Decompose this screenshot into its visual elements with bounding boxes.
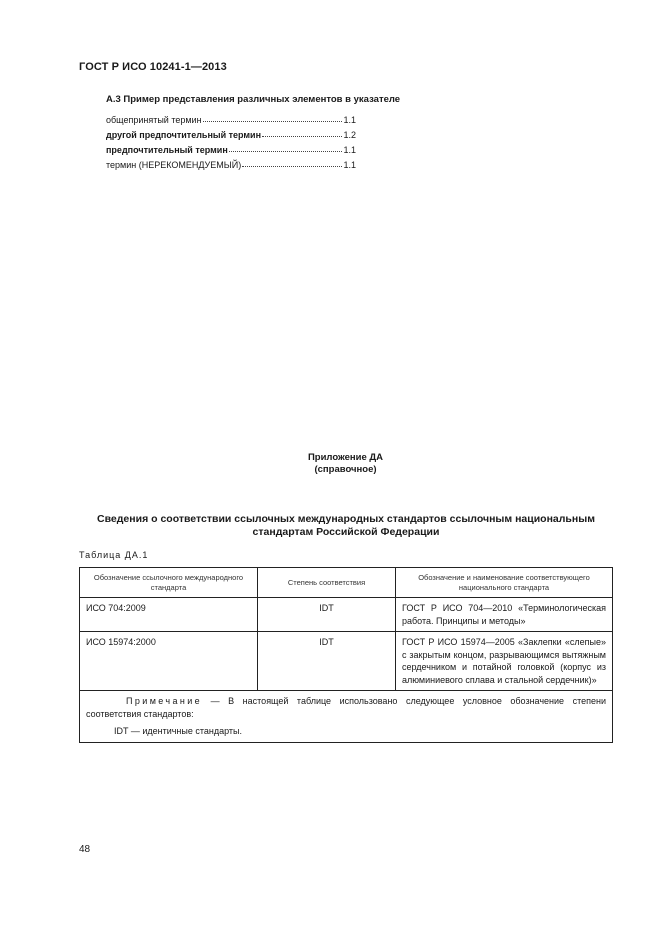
- standards-correspondence-table: [79, 567, 613, 743]
- table-row: [80, 598, 613, 632]
- index-entry: [106, 144, 356, 159]
- header-national-standard: Обозначение и наименование соответствующего национального стандарта: [396, 568, 613, 598]
- header-international-standard: Обозначение ссылочного международного стандарта: [80, 568, 258, 598]
- index-entry: [106, 159, 356, 174]
- annex-main-title: [79, 513, 613, 539]
- note-idt-definition: IDT — идентичные стандарты.: [114, 726, 243, 736]
- cell-national-standard: ГОСТ Р ИСО 15974—2005 «Заклепки «слепые» с закрытым концом, разрывающимся вытяжным сердечником и потайной головкой (корпус из алюминиевого сплава и стальной сердечник)»: [396, 632, 613, 691]
- index-entry-page: 1.2: [343, 130, 356, 140]
- index-entry-term: общепринятый термин: [106, 115, 202, 125]
- page-number: 48: [79, 844, 91, 855]
- table-note: [80, 691, 613, 743]
- cell-national-standard: ГОСТ Р ИСО 704—2010 «Терминологическая работа. Принципы и методы»: [396, 598, 613, 632]
- main-title-line-2: стандартам Российской Федерации: [252, 526, 440, 538]
- index-entry-page: 1.1: [343, 115, 356, 125]
- index-entry-page: 1.1: [343, 160, 356, 170]
- annex-subtitle: (справочное): [314, 464, 377, 475]
- note-label: Примечание: [126, 696, 203, 706]
- main-title-line-1: Сведения о соответствии ссылочных международных стандартов ссылочным национальным: [97, 513, 595, 525]
- table-caption: Таблица ДА.1: [79, 550, 149, 560]
- index-entry-page: 1.1: [343, 145, 356, 155]
- cell-international-standard: ИСО 704:2009: [80, 598, 258, 632]
- index-entry: [106, 129, 356, 144]
- leader-dots: [262, 128, 342, 137]
- leader-dots: [242, 158, 342, 167]
- index-entry-term: термин (НЕРЕКОМЕНДУЕМЫЙ): [106, 160, 242, 170]
- cell-degree: IDT: [258, 632, 396, 691]
- table-header-row: [80, 568, 613, 598]
- cell-degree: IDT: [258, 598, 396, 632]
- note-text: — В настоящей таблице использовано следующее условное обозначение степени соответствия стандартов:: [86, 696, 606, 719]
- annex-heading: [0, 452, 661, 476]
- note-paragraph: [86, 695, 606, 720]
- table-note-row: [80, 691, 613, 743]
- annex-title: Приложение ДА: [307, 452, 384, 463]
- index-entry: [106, 114, 356, 129]
- header-degree-of-correspondence: Степень соответствия: [258, 568, 396, 598]
- section-a3-title: А.3 Пример представления различных элементов в указателе: [106, 94, 401, 105]
- cell-international-standard: ИСО 15974:2000: [80, 632, 258, 691]
- index-entry-term: предпочтительный термин: [106, 145, 228, 155]
- leader-dots: [203, 113, 343, 122]
- index-entry-term: другой предпочтительный термин: [106, 130, 262, 140]
- index-example-list: [106, 114, 356, 174]
- leader-dots: [229, 143, 343, 152]
- table-row: [80, 632, 613, 691]
- document-code-header: ГОСТ Р ИСО 10241-1—2013: [79, 61, 227, 73]
